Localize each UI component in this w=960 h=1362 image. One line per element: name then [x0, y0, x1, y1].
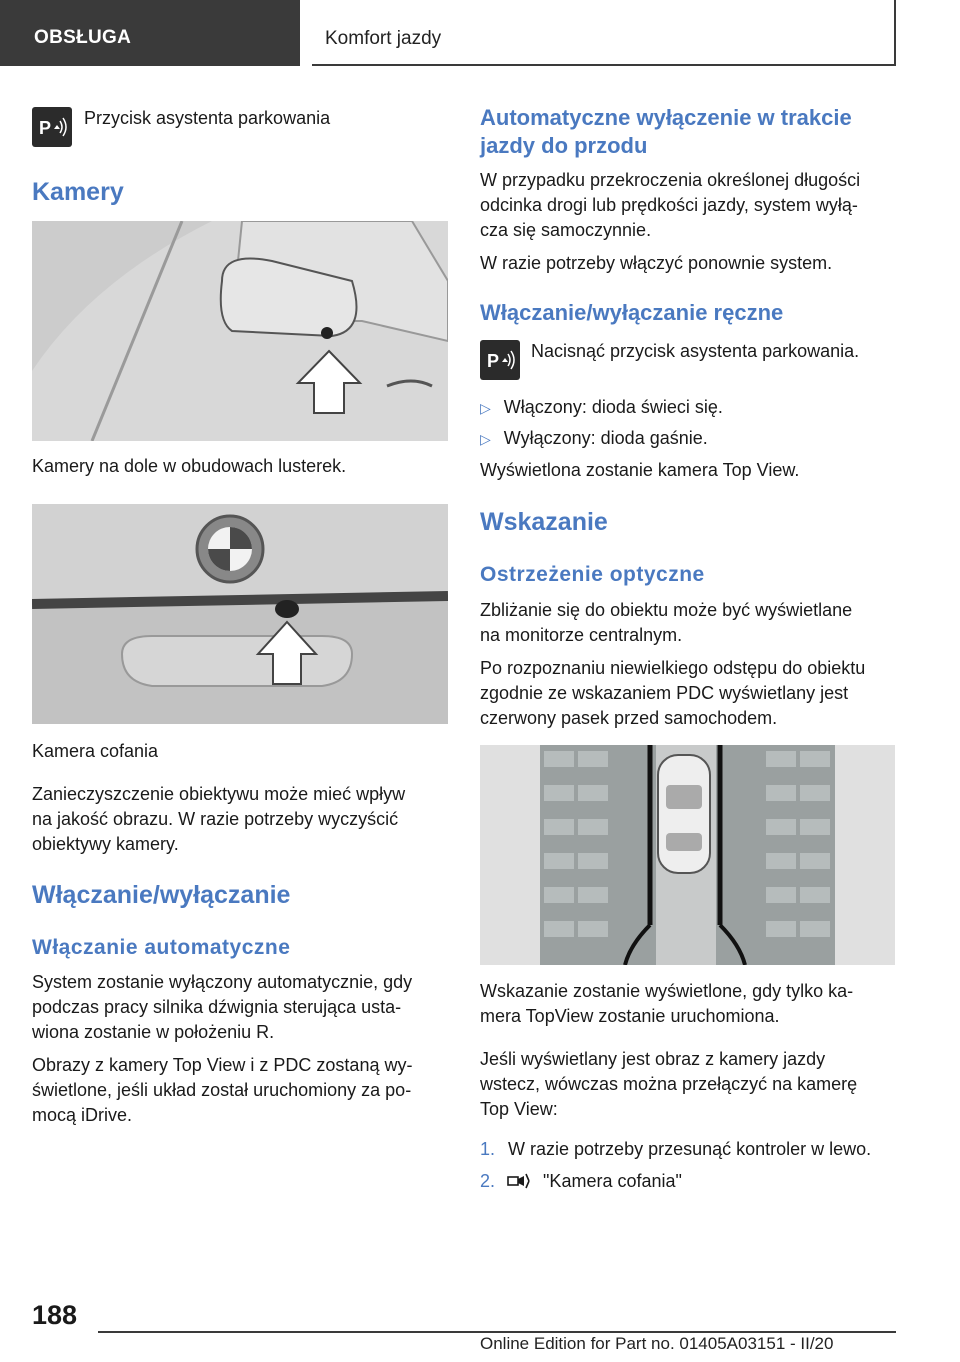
top-view-display-image — [480, 745, 895, 965]
section-tab — [0, 0, 300, 66]
heading-onoff: Włączanie/wyłączanie — [32, 881, 291, 909]
page-number: 188 — [32, 1300, 78, 1330]
heading-autooff: Automatyczne wyłączenie w trakcie jazdy do przodu — [480, 105, 852, 158]
chapter-tab — [312, 0, 896, 66]
mirror-camera-photo — [32, 221, 448, 441]
triangle-bullet-icon: ▷ — [480, 431, 491, 447]
heading-manual: Włączanie/wyłączanie ręczne — [480, 300, 784, 325]
bullet-item-on: ▷ Włączony: dioda świeci się. — [480, 397, 723, 417]
footer-rule — [98, 1331, 896, 1333]
caption-mirror: Kamery na dole w obudowach lusterek. — [32, 456, 347, 476]
para-bar: Po rozpoznaniu niewielkiego odstępu do obiektu zgodnie ze wskazaniem PDC wyświetlany jest czerwony pasek przed samochodem. — [480, 658, 866, 728]
para-shown: Wskazanie zostanie wyświetlone, gdy tylko ka‐ mera TopView zostanie uruchomiona. — [480, 981, 854, 1026]
parking-assist-button-icon — [32, 107, 72, 147]
parking-assist-button-icon-2 — [480, 340, 520, 380]
heading-optical: Ostrzeżenie optyczne — [480, 563, 705, 586]
para-autooff: W przypadku przekroczenia określonej długości odcinka drogi lub prędkości jazdy, system wyłą‐ cza się samoczynnie. — [480, 170, 861, 240]
svg-text:P: P — [39, 118, 52, 138]
para-pdc: Obrazy z kamery Top View i z PDC zostaną wy‐ świetlone, jeśli układ został uruchomiony za po‐ mocą iDrive. — [32, 1055, 413, 1125]
bullet-item-off: ▷ Wyłączony: dioda gaśnie. — [480, 428, 708, 448]
camera-icon — [506, 1172, 532, 1190]
svg-text:P: P — [487, 351, 500, 371]
chapter-title: Komfort jazdy — [325, 28, 442, 49]
para-near: Zbliżanie się do obiektu może być wyświetlane na monitorze centralnym. — [480, 600, 853, 645]
step-2: 2. "Kamera cofania" — [480, 1171, 682, 1191]
footer-edition: Online Edition for Part no. 01405A03151 - II/20 — [480, 1334, 834, 1353]
caption-rear: Kamera cofania — [32, 741, 159, 761]
heading-wskazanie: Wskazanie — [480, 508, 608, 536]
rear-camera-photo — [32, 504, 448, 724]
button-caption: Przycisk asystenta parkowania — [84, 108, 331, 128]
heading-kamery: Kamery — [32, 178, 124, 206]
section-title: OBSŁUGA — [34, 27, 132, 48]
para-switch: Jeśli wyświetlany jest obraz z kamery jazdy wstecz, wówczas można przełączyć na kamerę Top View: — [480, 1049, 858, 1119]
step-1: 1. W razie potrzeby przesunąć kontroler w lewo. — [480, 1139, 872, 1159]
triangle-bullet-icon: ▷ — [480, 400, 491, 416]
para-auto: System zostanie wyłączony automatycznie, gdy podczas pracy silnika dźwignia sterująca usta‐ wiona zostanie w położeniu R. — [32, 972, 413, 1042]
para-reon: W razie potrzeby włączyć ponownie system. — [480, 253, 833, 273]
manual-caption: Nacisnąć przycisk asystenta parkowania. — [531, 341, 860, 361]
para-clean: Zanieczyszczenie obiektywu może mieć wpływ na jakość obrazu. W razie potrzeby wyczyścić obiektywy kamery. — [32, 784, 406, 854]
para-topview: Wyświetlona zostanie kamera Top View. — [480, 460, 800, 480]
heading-auto: Włączanie automatyczne — [32, 936, 291, 959]
